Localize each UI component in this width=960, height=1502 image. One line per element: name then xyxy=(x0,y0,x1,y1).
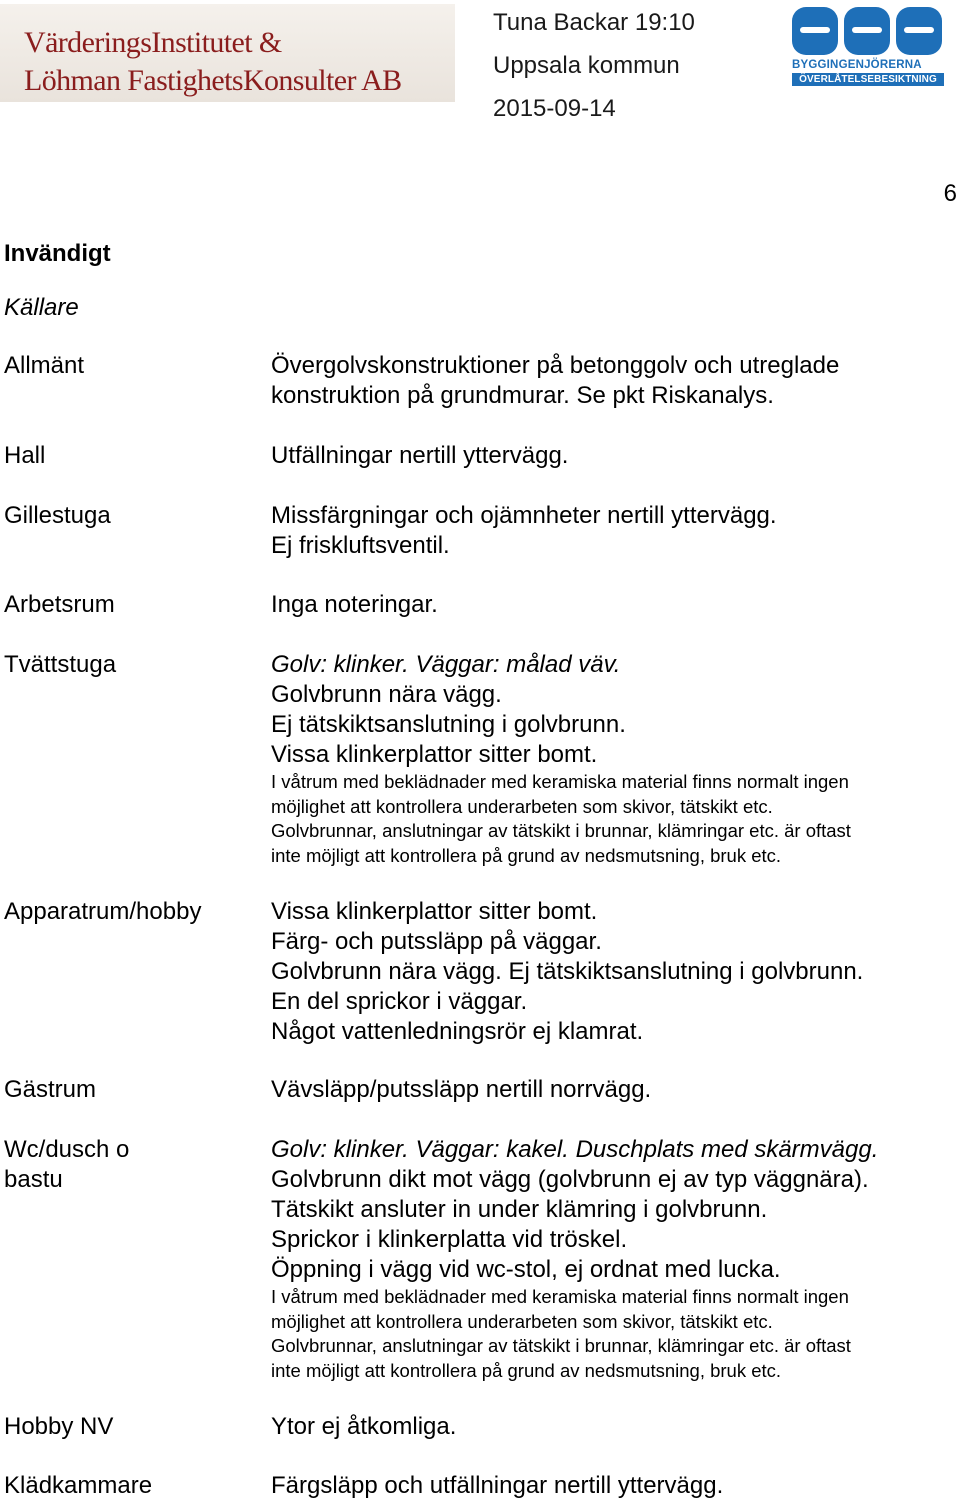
room-label: Gillestuga xyxy=(4,502,111,529)
note-line: Golvbrunn nära vägg. xyxy=(271,681,502,708)
room-notes xyxy=(271,501,956,561)
note-line: Golvbrunn nära vägg. Ej tätskiktsanslutning i golvbrunn. xyxy=(271,958,864,985)
note-line: Ytor ej åtkomliga. xyxy=(271,1413,457,1440)
inspection-date: 2015-09-14 xyxy=(493,95,616,122)
note-line: Övergolvskonstruktioner på betonggolv och utreglade xyxy=(271,352,840,379)
note-line: Något vattenledningsrör ej klamrat. xyxy=(271,1018,644,1045)
disclaimer-line: Golvbrunnar, anslutningar av tätskikt i brunnar, klämringar etc. är oftast xyxy=(271,1335,851,1356)
room-notes xyxy=(271,1135,956,1383)
room-label: Hall xyxy=(4,442,46,469)
note-line: Öppning i vägg vid wc-stol, ej ordnat med lucka. xyxy=(271,1256,781,1283)
room-label: Arbetsrum xyxy=(4,591,115,618)
company-logo xyxy=(0,4,455,102)
note-line: Sprickor i klinkerplatta vid tröskel. xyxy=(271,1226,628,1253)
room-notes xyxy=(271,1075,956,1105)
note-line: konstruktion på grundmurar. Se pkt Riskanalys. xyxy=(271,382,774,409)
property-designation: Tuna Backar 19:10 xyxy=(493,9,695,36)
note-line: Tätskikt ansluter in under klämring i golvbrunn. xyxy=(271,1196,768,1223)
note-line: Vävsläpp/putssläpp nertill norrvägg. xyxy=(271,1076,652,1103)
logo-line-1: VärderingsInstitutet & xyxy=(24,26,282,59)
disclaimer-line: möjlighet att kontrollera underarbeten som skivor, tätskikt etc. xyxy=(271,1310,773,1332)
room-label: Hobby NV xyxy=(4,1413,114,1440)
note-line: En del sprickor i väggar. xyxy=(271,988,528,1015)
municipality: Uppsala kommun xyxy=(493,52,680,79)
sbr-logo-line-2: ÖVERLÅTELSEBESIKTNING xyxy=(792,73,944,86)
note-line: Ej tätskiktsanslutning i golvbrunn. xyxy=(271,711,626,738)
note-line: Golvbrunn dikt mot vägg (golvbrunn ej av typ väggnära). xyxy=(271,1166,869,1193)
disclaimer-line: I våtrum med beklädnader med keramiska material finns normalt ingen xyxy=(271,771,849,792)
note-line: Färg- och putssläpp på väggar. xyxy=(271,928,602,955)
room-notes xyxy=(271,441,956,471)
room-label: Gästrum xyxy=(4,1076,97,1103)
note-line: Missfärgningar och ojämnheter nertill yttervägg. xyxy=(271,502,777,529)
section-title: Invändigt xyxy=(4,240,111,267)
page-number: 6 xyxy=(943,180,957,207)
disclaimer-line: I våtrum med beklädnader med keramiska material finns normalt ingen xyxy=(271,1286,849,1307)
disclaimer-line: inte möjligt att kontrollera på grund av nedsmutsning, bruk etc. xyxy=(271,1359,782,1381)
room-notes xyxy=(271,897,956,1047)
sbr-logo xyxy=(790,7,946,87)
logo-line-2: Löhman FastighetsKonsulter AB xyxy=(24,64,402,97)
room-label: Apparatrum/hobby xyxy=(4,898,202,925)
sbr-logo-mark xyxy=(792,7,944,55)
disclaimer-line: inte möjligt att kontrollera på grund av nedsmutsning, bruk etc. xyxy=(271,844,782,866)
room-label: Klädkammare xyxy=(4,1472,153,1499)
note-line: Färgsläpp och utfällningar nertill yttervägg. xyxy=(271,1472,724,1499)
note-line: Utfällningar nertill yttervägg. xyxy=(271,442,569,469)
room-notes xyxy=(271,1412,956,1442)
room-label: Tvättstuga xyxy=(4,651,117,678)
sbr-logo-line-1: BYGGINGENJÖRERNA xyxy=(792,59,922,71)
note-line: Golv: klinker. Väggar: kakel. Duschplats med skärmvägg. xyxy=(271,1136,879,1163)
note-line: Inga noteringar. xyxy=(271,591,438,618)
subsection-title: Källare xyxy=(4,294,79,321)
note-line: Vissa klinkerplattor sitter bomt. xyxy=(271,898,598,925)
room-label: Wc/dusch o bastu xyxy=(4,1136,130,1193)
disclaimer-line: Golvbrunnar, anslutningar av tätskikt i brunnar, klämringar etc. är oftast xyxy=(271,820,851,841)
room-notes xyxy=(271,590,956,620)
note-line: Ej friskluftsventil. xyxy=(271,532,450,559)
room-notes xyxy=(271,1471,956,1501)
room-notes xyxy=(271,650,956,868)
room-label: Allmänt xyxy=(4,352,85,379)
note-line: Vissa klinkerplattor sitter bomt. xyxy=(271,741,598,768)
room-notes xyxy=(271,351,956,411)
note-line: Golv: klinker. Väggar: målad väv. xyxy=(271,651,621,678)
disclaimer-line: möjlighet att kontrollera underarbeten som skivor, tätskikt etc. xyxy=(271,795,773,817)
